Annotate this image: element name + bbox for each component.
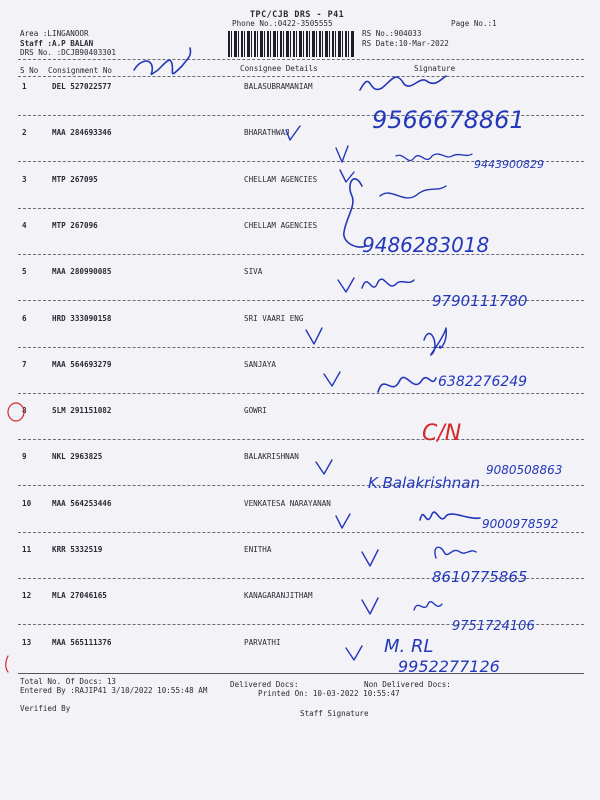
row-consignee: SRI VAARI ENG xyxy=(244,313,304,323)
non-delivered-docs: Non Delivered Docs: xyxy=(364,680,451,689)
row-consignment-no: MTP 267095 xyxy=(52,174,98,184)
row-consignment-no: MLA 27046165 xyxy=(52,591,107,601)
row2-signature xyxy=(396,154,472,161)
row12-signature xyxy=(414,602,442,610)
row-sno: 7 xyxy=(22,359,27,369)
row9-phone: 9080508863 xyxy=(486,463,563,477)
barcode xyxy=(228,31,354,57)
row9-tick xyxy=(316,460,332,474)
row11-phone: 8610775865 xyxy=(432,568,528,586)
row3-signature xyxy=(344,179,366,247)
row-consignee: BALAKRISHNAN xyxy=(244,452,299,462)
row11-signature xyxy=(435,547,476,558)
row-sno: 5 xyxy=(22,267,27,277)
row-consignment-no: MAA 284693346 xyxy=(52,128,112,138)
row-sno: 9 xyxy=(22,452,27,462)
row11-tick xyxy=(362,550,378,566)
col-consignment: Consignment No xyxy=(48,66,113,75)
row-sno: 3 xyxy=(22,174,27,184)
row3-flourish xyxy=(380,186,446,198)
row-consignee: KANAGARANJITHAM xyxy=(244,591,313,601)
row-consignee: PARVATHI xyxy=(244,637,281,647)
row-consignment-no: KRR 5332519 xyxy=(52,545,103,554)
col-sno: S No xyxy=(20,66,39,75)
row5-tick xyxy=(338,278,354,292)
row13-tick xyxy=(346,646,362,660)
row2-tick xyxy=(336,146,348,162)
row-sno: 4 xyxy=(22,220,27,230)
row-consignment-no: SLM 291151082 xyxy=(52,406,112,416)
row-divider xyxy=(18,300,584,301)
drs-number: DRS No. :DCJB90403301 xyxy=(20,48,117,57)
row-divider xyxy=(18,161,584,162)
row-sno: 12 xyxy=(22,591,32,601)
col-consignee: Consignee Details xyxy=(240,64,318,73)
row-divider xyxy=(18,439,584,440)
row1-phone: 9566678861 xyxy=(372,106,525,134)
row12-tick xyxy=(362,598,378,614)
total-docs: Total No. Of Docs: 13 xyxy=(20,677,117,686)
page-number: Page No.:1 xyxy=(451,19,497,28)
printed-on: Printed On: 10-03-2022 10:55:47 xyxy=(258,689,400,698)
header-divider xyxy=(18,59,584,60)
row6-signature xyxy=(424,328,446,355)
row-consignment-no: NKL 2963825 xyxy=(52,452,103,462)
row10-signature xyxy=(420,512,480,520)
row-consignment-no: MAA 564693279 xyxy=(52,359,112,369)
row-consignee: VENKATESA NARAYANAN xyxy=(244,498,331,508)
row5-signature xyxy=(362,279,414,288)
row13-phone: 9952277126 xyxy=(398,657,500,676)
staff-signature-label: Staff Signature xyxy=(300,709,369,718)
row7-signature xyxy=(378,377,436,392)
row-sno: 2 xyxy=(22,128,27,138)
row-consignee: SANJAYA xyxy=(244,359,277,369)
row-consignment-no: MAA 565111376 xyxy=(52,637,112,647)
area-label: Area :LINGANOOR xyxy=(20,29,89,38)
margin-mark xyxy=(6,656,8,672)
row10-phone: 9000978592 xyxy=(482,517,559,531)
sheet-title: TPC/CJB DRS - P41 xyxy=(250,9,345,19)
row-consignee: CHELLAM AGENCIES xyxy=(244,174,318,184)
row10-tick xyxy=(336,514,350,528)
row-divider xyxy=(18,485,584,486)
columns-divider xyxy=(18,76,584,77)
row-consignment-no: DEL 527022577 xyxy=(52,82,112,91)
row4-phone: 9486283018 xyxy=(362,233,490,257)
row13-name: M. RL xyxy=(384,636,434,657)
delivered-docs: Delivered Docs: xyxy=(230,680,299,689)
row-consignee: SIVA xyxy=(244,267,263,277)
row6-tick xyxy=(306,328,322,344)
row-divider xyxy=(18,115,584,116)
staff-label: Staff :A.P BALAN xyxy=(20,39,94,48)
row9-name: K.Balakrishnan xyxy=(368,474,480,492)
row8-note: C/N xyxy=(422,421,462,446)
row-sno: 8 xyxy=(22,406,27,416)
row1-signature xyxy=(360,76,446,90)
row-divider xyxy=(18,624,584,625)
row-consignee: BHARATHWAJ xyxy=(244,128,290,138)
row-sno: 6 xyxy=(22,313,27,323)
row7-tick xyxy=(324,372,340,386)
header-scribble xyxy=(134,48,191,74)
row3-tick xyxy=(340,170,354,182)
row7-phone: 6382276249 xyxy=(438,374,528,390)
row-consignment-no: MTP 267096 xyxy=(52,220,98,230)
row-sno: 11 xyxy=(22,545,32,554)
row-sno: 13 xyxy=(22,637,32,647)
row-divider xyxy=(18,393,584,394)
row5-phone: 9790111780 xyxy=(432,292,528,310)
rs-number: RS No.:904033 xyxy=(362,29,422,38)
row-sno: 10 xyxy=(22,498,32,508)
row2-phone: 9443900829 xyxy=(474,158,544,171)
verified-by: Verified By xyxy=(20,704,71,713)
row-divider xyxy=(18,578,584,579)
row-divider xyxy=(18,532,584,533)
row-divider xyxy=(18,208,584,209)
row-consignment-no: HRD 333090158 xyxy=(52,313,112,323)
row-consignment-no: MAA 564253446 xyxy=(52,498,112,508)
row-sno: 1 xyxy=(22,82,27,91)
row-consignee: CHELLAM AGENCIES xyxy=(244,220,318,230)
row-divider xyxy=(18,347,584,348)
entered-by: Entered By :RAJIP41 3/10/2022 10:55:48 AM xyxy=(20,686,208,695)
row-consignee: BALASUBRAMANIAM xyxy=(244,82,313,91)
footer-divider xyxy=(18,673,584,674)
row-divider xyxy=(18,254,584,255)
row-consignment-no: MAA 280990085 xyxy=(52,267,112,277)
row-consignee: GOWRI xyxy=(244,406,267,416)
row-consignee: ENITHA xyxy=(244,545,272,554)
rs-date: RS Date:10-Mar-2022 xyxy=(362,39,449,48)
col-signature: Signature xyxy=(414,64,456,73)
row12-phone: 9751724106 xyxy=(452,619,535,634)
phone-number: Phone No.:0422-3505555 xyxy=(232,19,333,28)
